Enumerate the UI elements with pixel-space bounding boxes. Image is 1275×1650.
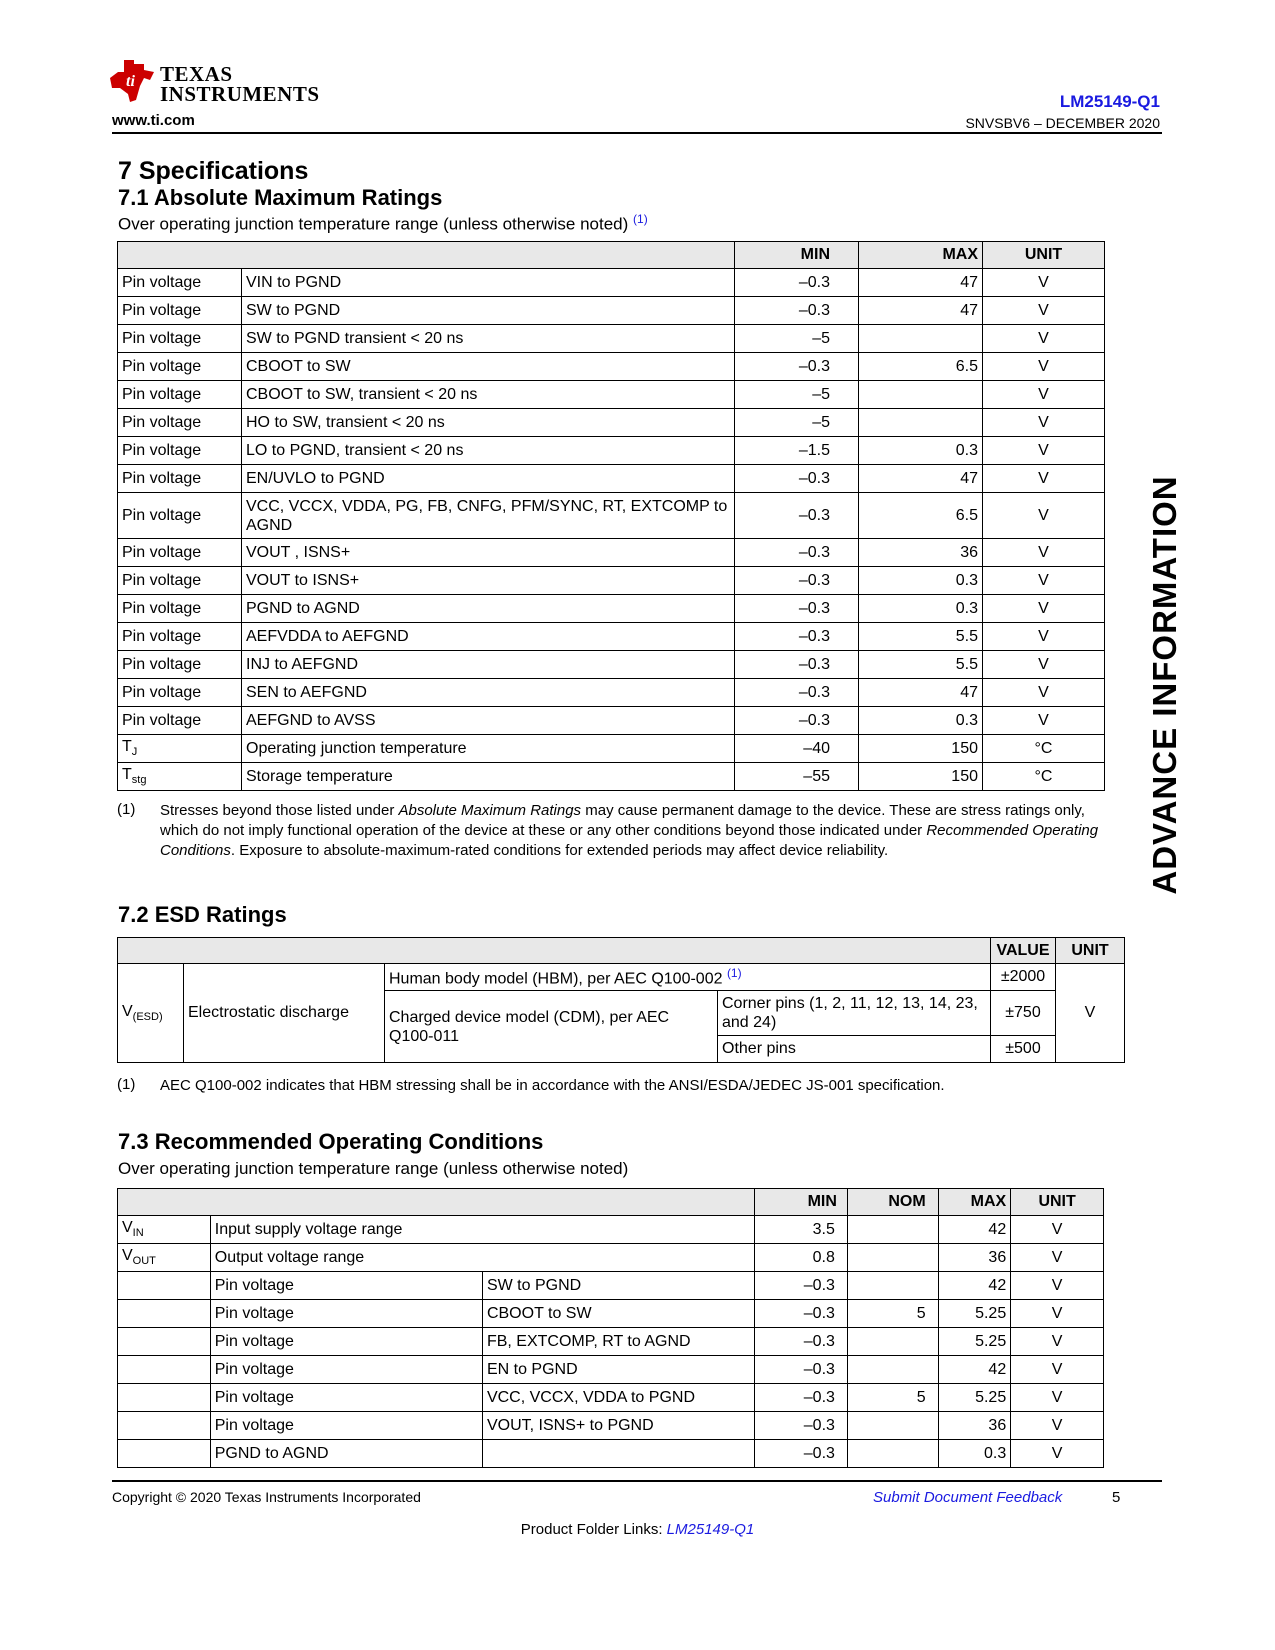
min: –0.3 (755, 1412, 848, 1440)
param-tstg: $T_{stg}$ (118, 763, 242, 791)
min: –0.3 (735, 595, 859, 623)
min: –40 (735, 735, 859, 763)
param: Pin voltage (210, 1356, 482, 1384)
header-rule (112, 132, 1162, 134)
min: –0.3 (735, 465, 859, 493)
cond: EN/UVLO to PGND (242, 465, 735, 493)
esd-param: Electrostatic discharge (184, 964, 385, 1063)
param: Pin voltage (118, 269, 242, 297)
table-row (118, 735, 1105, 763)
min: –0.3 (735, 269, 859, 297)
table-row (118, 437, 1105, 465)
table-row (118, 325, 1105, 353)
param: Pin voltage (210, 1328, 482, 1356)
unit: V (983, 465, 1105, 493)
param: Pin voltage (118, 465, 242, 493)
other-value: ±500 (991, 1036, 1056, 1063)
max: 47 (859, 679, 983, 707)
col-max: MAX (859, 242, 983, 269)
abs-max-footnote: (1) Stresses beyond those listed under Absolute Maximum Ratings may cause permanent damage to the device. These are stress ratings only, which do not imply functional operation of the device at these or any other conditions beyond those indicated under Recommended Operating Conditions. Exposure to absolute-maximum-rated conditions for extended periods may affect device reliability. (117, 801, 1099, 859)
cond: CBOOT to SW (242, 353, 735, 381)
min: –0.3 (735, 297, 859, 325)
hbm-cond: Human body model (HBM), per AEC Q100-002 $^{(1)}$ (385, 964, 991, 991)
cond: HO to SW, transient < 20 ns (242, 409, 735, 437)
cond: VOUT to ISNS+ (242, 567, 735, 595)
unit: V (983, 437, 1105, 465)
param: Pin voltage (118, 679, 242, 707)
param-tj: $T_J$ (118, 735, 242, 763)
unit: °C (983, 735, 1105, 763)
min: –5 (735, 381, 859, 409)
max: 0.3 (859, 437, 983, 465)
min: –1.5 (735, 437, 859, 465)
max: 36 (938, 1412, 1011, 1440)
abs-max-table (117, 241, 1105, 791)
table-row (118, 539, 1105, 567)
table-row (118, 707, 1105, 735)
nom (847, 1328, 938, 1356)
cond: LO to PGND, transient < 20 ns (242, 437, 735, 465)
cond: VCC, VCCX, VDDA to PGND (482, 1384, 754, 1412)
vout-desc: Output voltage range (210, 1244, 754, 1272)
min: –55 (735, 763, 859, 791)
unit: V (1011, 1272, 1104, 1300)
unit: V (983, 679, 1105, 707)
max: 5.25 (938, 1328, 1011, 1356)
cond: VCC, VCCX, VDDA, PG, FB, CNFG, PFM/SYNC, RT, EXTCOMP to AGND (242, 493, 735, 539)
esd-table (117, 937, 1125, 1063)
table-row (118, 297, 1105, 325)
unit: V (983, 707, 1105, 735)
table-row: $V_{OUT}$ Output voltage range 0.8 36 V (118, 1244, 1104, 1272)
param: Pin voltage (118, 651, 242, 679)
cond: VOUT , ISNS+ (242, 539, 735, 567)
max: 0.3 (859, 707, 983, 735)
symbol-blank (118, 1272, 211, 1300)
vout-symbol: $V_{OUT}$ (118, 1244, 211, 1272)
logo-text-instruments: INSTRUMENTS (160, 82, 320, 106)
max: 5.25 (938, 1300, 1011, 1328)
max: 5.25 (938, 1384, 1011, 1412)
esd-symbol: $V_{(ESD)}$ (118, 964, 184, 1063)
unit: V (983, 595, 1105, 623)
table-row (118, 1356, 1104, 1384)
nom: 5 (847, 1384, 938, 1412)
max: 42 (938, 1272, 1011, 1300)
max: 5.5 (859, 651, 983, 679)
website-link[interactable]: www.ti.com (112, 112, 195, 129)
cond: SEN to AEFGND (242, 679, 735, 707)
max: 47 (859, 297, 983, 325)
max: 47 (859, 465, 983, 493)
table-row (118, 1412, 1104, 1440)
max (859, 381, 983, 409)
corner-value: ±750 (991, 991, 1056, 1036)
unit: V (983, 409, 1105, 437)
param: Pin voltage (118, 297, 242, 325)
cdm-cond: Charged device model (CDM), per AEC Q100-011 (385, 991, 718, 1063)
param: Pin voltage (118, 539, 242, 567)
max: 6.5 (859, 493, 983, 539)
param: Pin voltage (118, 595, 242, 623)
symbol-blank (118, 1440, 211, 1468)
page-number: 5 (1112, 1489, 1121, 1506)
table-row (118, 269, 1105, 297)
copyright: Copyright © 2020 Texas Instruments Incorporated (112, 1489, 421, 1505)
nom (847, 1356, 938, 1384)
max: 150 (859, 735, 983, 763)
col-unit: UNIT (1011, 1189, 1104, 1216)
cond: Storage temperature (242, 763, 735, 791)
table-row (118, 1272, 1104, 1300)
submit-feedback-link[interactable]: Submit Document Feedback (873, 1489, 1063, 1506)
param: Pin voltage (118, 409, 242, 437)
param: Pin voltage (118, 325, 242, 353)
cond: Operating junction temperature (242, 735, 735, 763)
symbol-blank (118, 1384, 211, 1412)
abs-max-title: 7.1 Absolute Maximum Ratings (118, 185, 443, 210)
abs-max-subtitle: Over operating junction temperature range (unless otherwise noted) $^{(1)}$ (118, 212, 648, 234)
header-blank (118, 242, 735, 269)
unit: °C (983, 763, 1105, 791)
cond: AEFVDDA to AEFGND (242, 623, 735, 651)
min: –0.3 (735, 493, 859, 539)
table-row (118, 623, 1105, 651)
param: Pin voltage (118, 567, 242, 595)
table-header-row (118, 938, 1125, 964)
vin-desc: Input supply voltage range (210, 1216, 754, 1244)
unit: V (983, 381, 1105, 409)
symbol-blank (118, 1328, 211, 1356)
min: –0.3 (735, 623, 859, 651)
col-nom: NOM (847, 1189, 938, 1216)
param: Pin voltage (210, 1384, 482, 1412)
table-row (118, 763, 1105, 791)
unit: V (983, 623, 1105, 651)
unit: V (1011, 1356, 1104, 1384)
max: 0.3 (938, 1440, 1011, 1468)
unit: V (983, 297, 1105, 325)
max: 0.3 (859, 567, 983, 595)
unit: V (983, 539, 1105, 567)
cond (482, 1440, 754, 1468)
max: 150 (859, 763, 983, 791)
min: –0.3 (735, 567, 859, 595)
min: –5 (735, 409, 859, 437)
cond: CBOOT to SW (482, 1300, 754, 1328)
roc-table (117, 1188, 1104, 1468)
max (859, 409, 983, 437)
param: Pin voltage (210, 1300, 482, 1328)
svg-text:ti: ti (126, 73, 135, 90)
table-row (118, 595, 1105, 623)
max: 6.5 (859, 353, 983, 381)
footer-rule (112, 1480, 1162, 1482)
table-row (118, 1328, 1104, 1356)
other-cond: Other pins (718, 1036, 991, 1063)
max: 0.3 (859, 595, 983, 623)
max: 5.5 (859, 623, 983, 651)
min: –0.3 (755, 1272, 848, 1300)
param: Pin voltage (118, 707, 242, 735)
col-max: MAX (938, 1189, 1011, 1216)
symbol-blank (118, 1300, 211, 1328)
unit: V (1011, 1412, 1104, 1440)
cond: VOUT, ISNS+ to PGND (482, 1412, 754, 1440)
col-min: MIN (735, 242, 859, 269)
unit: V (983, 269, 1105, 297)
min: –0.3 (735, 651, 859, 679)
unit: V (1011, 1328, 1104, 1356)
cond: CBOOT to SW, transient < 20 ns (242, 381, 735, 409)
logo-text-texas: TEXAS (160, 62, 233, 86)
nom: 5 (847, 1300, 938, 1328)
table-header-row (118, 242, 1105, 269)
nom (847, 1272, 938, 1300)
unit: V (983, 651, 1105, 679)
col-value: VALUE (991, 938, 1056, 964)
ti-logo-icon (110, 58, 156, 104)
roc-subtitle: Over operating junction temperature range (unless otherwise noted) (118, 1159, 629, 1178)
param: Pin voltage (118, 381, 242, 409)
min: –5 (735, 325, 859, 353)
product-folder-link[interactable]: LM25149-Q1 (666, 1521, 755, 1538)
table-row (118, 651, 1105, 679)
table-row: $V_{IN}$ Input supply voltage range 3.5 42 V (118, 1216, 1104, 1244)
unit: V (1011, 1384, 1104, 1412)
table-row (118, 964, 1125, 991)
max (859, 325, 983, 353)
table-row (118, 567, 1105, 595)
max: 47 (859, 269, 983, 297)
param: Pin voltage (210, 1272, 482, 1300)
table-header-row (118, 1189, 1104, 1216)
param: Pin voltage (118, 437, 242, 465)
nom (847, 1440, 938, 1468)
col-unit: UNIT (1056, 938, 1125, 964)
min: –0.3 (735, 679, 859, 707)
cond: PGND to AGND (242, 595, 735, 623)
nom (847, 1412, 938, 1440)
min: –0.3 (755, 1440, 848, 1468)
param: Pin voltage (118, 493, 242, 539)
product-folder-links: Product Folder Links: LM25149-Q1 (520, 1521, 755, 1538)
doc-number: SNVSBV6 – DECEMBER 2020 (965, 115, 1160, 131)
min: –0.3 (755, 1328, 848, 1356)
min: –0.3 (735, 539, 859, 567)
min: –0.3 (755, 1384, 848, 1412)
param: Pin voltage (210, 1412, 482, 1440)
cond: FB, EXTCOMP, RT to AGND (482, 1328, 754, 1356)
table-row (118, 409, 1105, 437)
ti-logo (110, 58, 320, 106)
param: Pin voltage (118, 353, 242, 381)
unit: V (1011, 1300, 1104, 1328)
cond: INJ to AEFGND (242, 651, 735, 679)
corner-cond: Corner pins (1, 2, 11, 12, 13, 14, 23, and 24) (718, 991, 991, 1036)
esd-unit: V (1056, 964, 1125, 1063)
section-title: 7 Specifications (118, 157, 309, 185)
min: –0.3 (735, 353, 859, 381)
symbol-blank (118, 1356, 211, 1384)
max: 36 (859, 539, 983, 567)
max: 42 (938, 1356, 1011, 1384)
unit: V (983, 353, 1105, 381)
param: PGND to AGND (210, 1440, 482, 1468)
unit: V (983, 493, 1105, 539)
min: –0.3 (755, 1300, 848, 1328)
table-row (118, 493, 1105, 539)
unit: V (983, 567, 1105, 595)
cond: AEFGND to AVSS (242, 707, 735, 735)
part-number[interactable]: LM25149-Q1 (1059, 92, 1160, 111)
advance-information-banner: ADVANCE INFORMATION (1146, 475, 1183, 895)
esd-footnote: (1) AEC Q100-002 indicates that HBM stressing shall be in accordance with the ANSI/ESDA/JEDEC JS-001 specification. (117, 1076, 945, 1094)
cond: SW to PGND transient < 20 ns (242, 325, 735, 353)
table-row (118, 679, 1105, 707)
table-row (118, 465, 1105, 493)
col-unit: UNIT (983, 242, 1105, 269)
cond: SW to PGND (482, 1272, 754, 1300)
table-row (118, 1300, 1104, 1328)
table-row (118, 1440, 1104, 1468)
table-row (118, 353, 1105, 381)
min: –0.3 (735, 707, 859, 735)
hbm-note-ref[interactable]: (1) (726, 965, 742, 980)
cond: EN to PGND (482, 1356, 754, 1384)
symbol-blank (118, 1412, 211, 1440)
unit: V (1011, 1440, 1104, 1468)
cond: VIN to PGND (242, 269, 735, 297)
esd-title: 7.2 ESD Ratings (118, 902, 287, 927)
abs-max-note-ref[interactable]: (1) (633, 212, 648, 226)
cond: SW to PGND (242, 297, 735, 325)
unit: V (983, 325, 1105, 353)
vin-symbol: $V_{IN}$ (118, 1216, 211, 1244)
roc-title: 7.3 Recommended Operating Conditions (118, 1129, 544, 1154)
col-min: MIN (755, 1189, 848, 1216)
hbm-value: ±2000 (991, 964, 1056, 991)
min: –0.3 (755, 1356, 848, 1384)
table-row (118, 1384, 1104, 1412)
param: Pin voltage (118, 623, 242, 651)
table-row (118, 381, 1105, 409)
